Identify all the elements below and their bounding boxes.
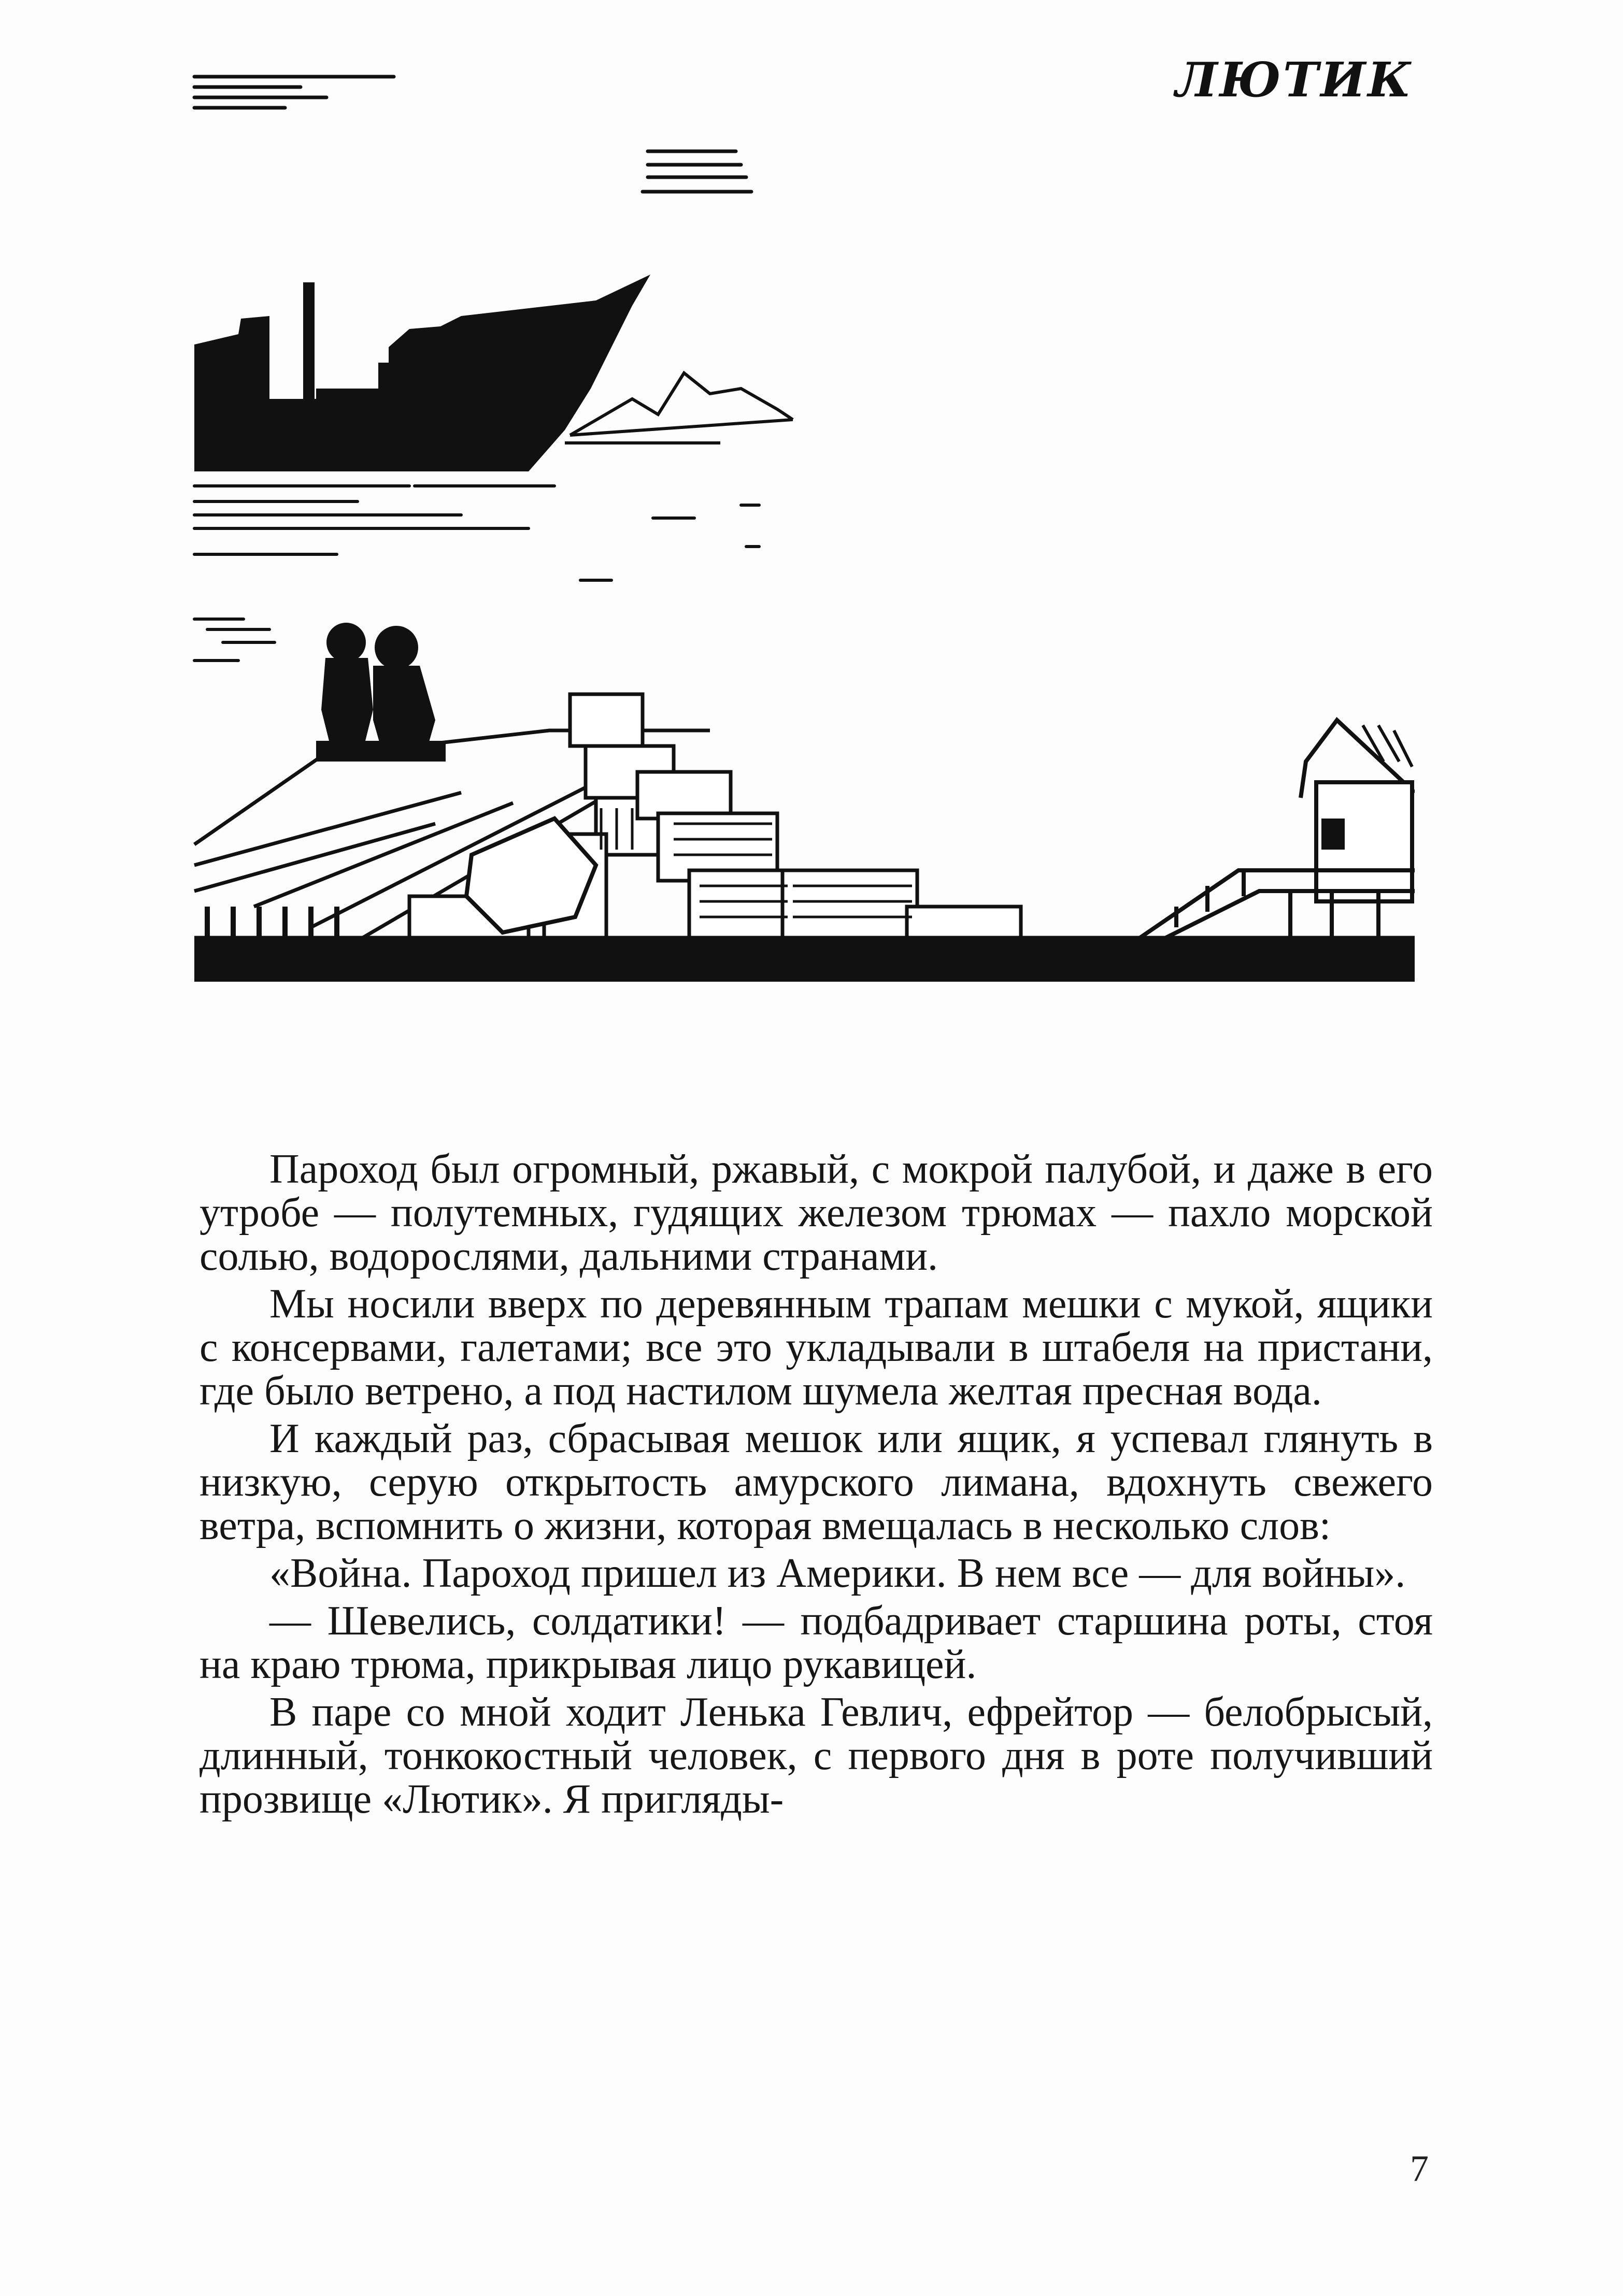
paragraph: В паре со мной ходит Ленька Гевлич, ефрейтор — белобрысый, длинный, тонкокостный человек, с первого дня в роте получивший прозвище «Лютик». Я пригляды- (200, 1689, 1433, 1822)
soldiers-silhouette (316, 623, 446, 762)
paragraph: И каждый раз, сбрасывая мешок или ящик, я успевал глянуть в низкую, серую открытость амурского лимана, вдохнуть свежего ветра, вспомнить о жизни, которая вмещалась в несколько слов: (200, 1416, 1433, 1548)
harbor-scene-illustration (192, 57, 1415, 1021)
paragraph: «Война. Пароход пришел из Америки. В нем все — для войны». (269, 1551, 1406, 1596)
paragraph: Пароход был огромный, ржавый, с мокрой палубой, и даже в его утробе — полутемных, гудящих железом трюмах — пахло морской солью, водорослями, дальними странами. (200, 1146, 1433, 1279)
page-number: 7 (1410, 2148, 1429, 2189)
paragraph: Мы носили вверх по деревянным трапам мешки с мукой, ящики с консервами, галетами; все это укладывали в штабеля на пристани, где было ветрено, а под настилом шумела желтая пресная вода. (200, 1281, 1433, 1414)
paragraph: — Шевелись, солдатики! — подбадривает старшина роты, стоя на краю трюма, прикрывая лицо рукавицей. (200, 1598, 1433, 1687)
chapter-title: ЛЮТИК (1175, 52, 1413, 108)
chapter-text (200, 1147, 1433, 1825)
